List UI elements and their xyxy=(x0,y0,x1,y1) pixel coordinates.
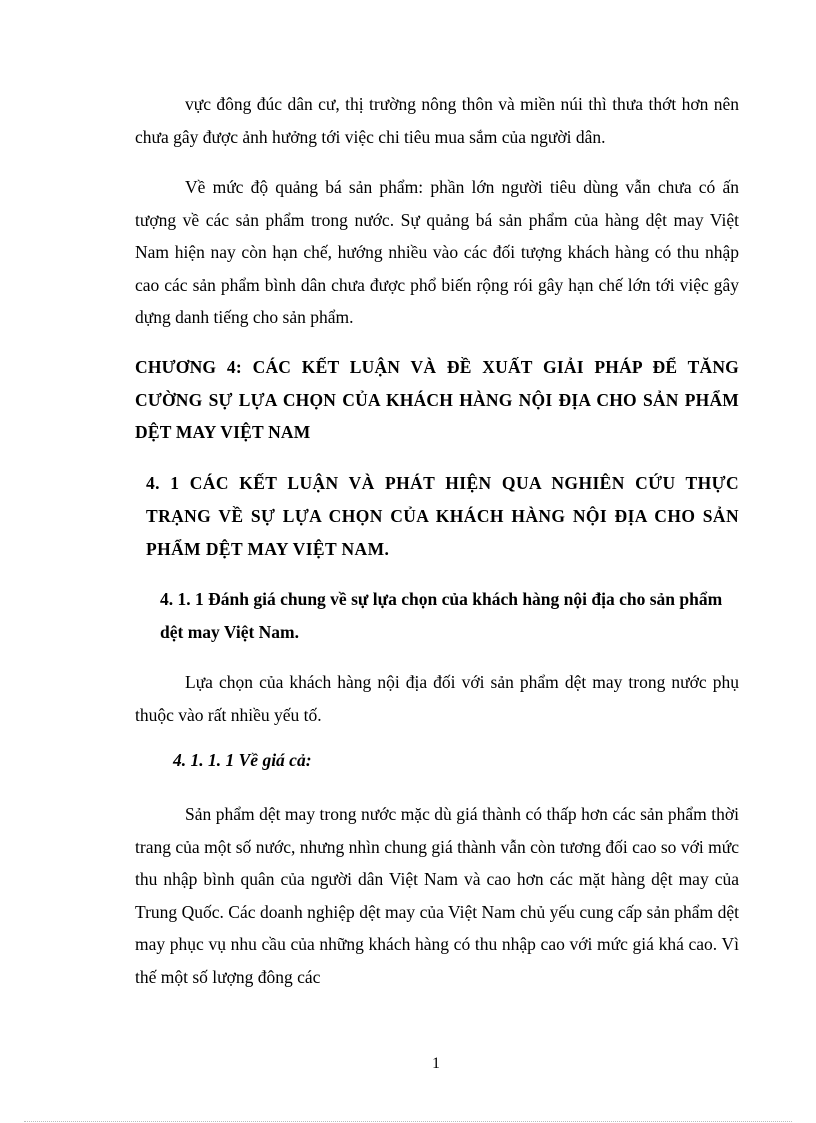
body-paragraph: Về mức độ quảng bá sản phẩm: phần lớn người tiêu dùng vẫn chưa có ấn tượng về các sản phẩm trong nước. Sự quảng bá sản phẩm của hàng dệt may Việt Nam hiện nay còn hạn chế, hướng nhiều vào các đối tượng khách hàng có thu nhập cao các sản phẩm bình dân chưa được phổ biến rộng rói gây hạn chế lớn tới việc gây dựng danh tiếng cho sản phẩm. xyxy=(135,177,739,327)
section-heading: 4. 1 CÁC KẾT LUẬN VÀ PHÁT HIỆN QUA NGHIÊN CỨU THỰC TRẠNG VỀ SỰ LỰA CHỌN CỦA KHÁCH HÀNG NỘI ĐỊA CHO SẢN PHẨM DỆT MAY VIỆT NAM. xyxy=(146,473,739,559)
subsubsection-heading: 4. 1. 1. 1 Về giá cả: xyxy=(173,750,312,770)
body-paragraph: Lựa chọn của khách hàng nội địa đối với sản phẩm dệt may trong nước phụ thuộc vào rất nhiều yếu tố. xyxy=(135,672,739,725)
subsection-heading: 4. 1. 1 Đánh giá chung về sự lựa chọn của khách hàng nội địa cho sản phẩm dệt may Việt Nam. xyxy=(160,589,723,642)
body-paragraph: vực đông đúc dân cư, thị trường nông thôn và miền núi thì thưa thớt hơn nên chưa gây được ảnh hưởng tới việc chi tiêu mua sắm của người dân. xyxy=(135,94,739,147)
page-number: 1 xyxy=(432,1055,440,1072)
body-paragraph: Sản phẩm dệt may trong nước mặc dù giá thành có thấp hơn các sản phẩm thời trang của một số nước, nhưng nhìn chung giá thành vẫn còn tương đối cao so với mức thu nhập bình quân của người dân Việt Nam và cao hơn các mặt hàng dệt may của Trung Quốc. Các doanh nghiệp dệt may của Việt Nam chủ yếu cung cấp sản phẩm dệt may phục vụ nhu cầu của những khách hàng có thu nhập cao với mức giá khá cao. Vì thế một số lượng đông các xyxy=(135,804,739,987)
chapter-heading: CHƯƠNG 4: CÁC KẾT LUẬN VÀ ĐỀ XUẤT GIẢI PHÁP ĐỂ TĂNG CƯỜNG SỰ LỰA CHỌN CỦA KHÁCH HÀNG NỘI ĐỊA CHO SẢN PHẨM DỆT MAY VIỆT NAM xyxy=(135,357,739,442)
page-bottom-divider xyxy=(24,1121,792,1122)
